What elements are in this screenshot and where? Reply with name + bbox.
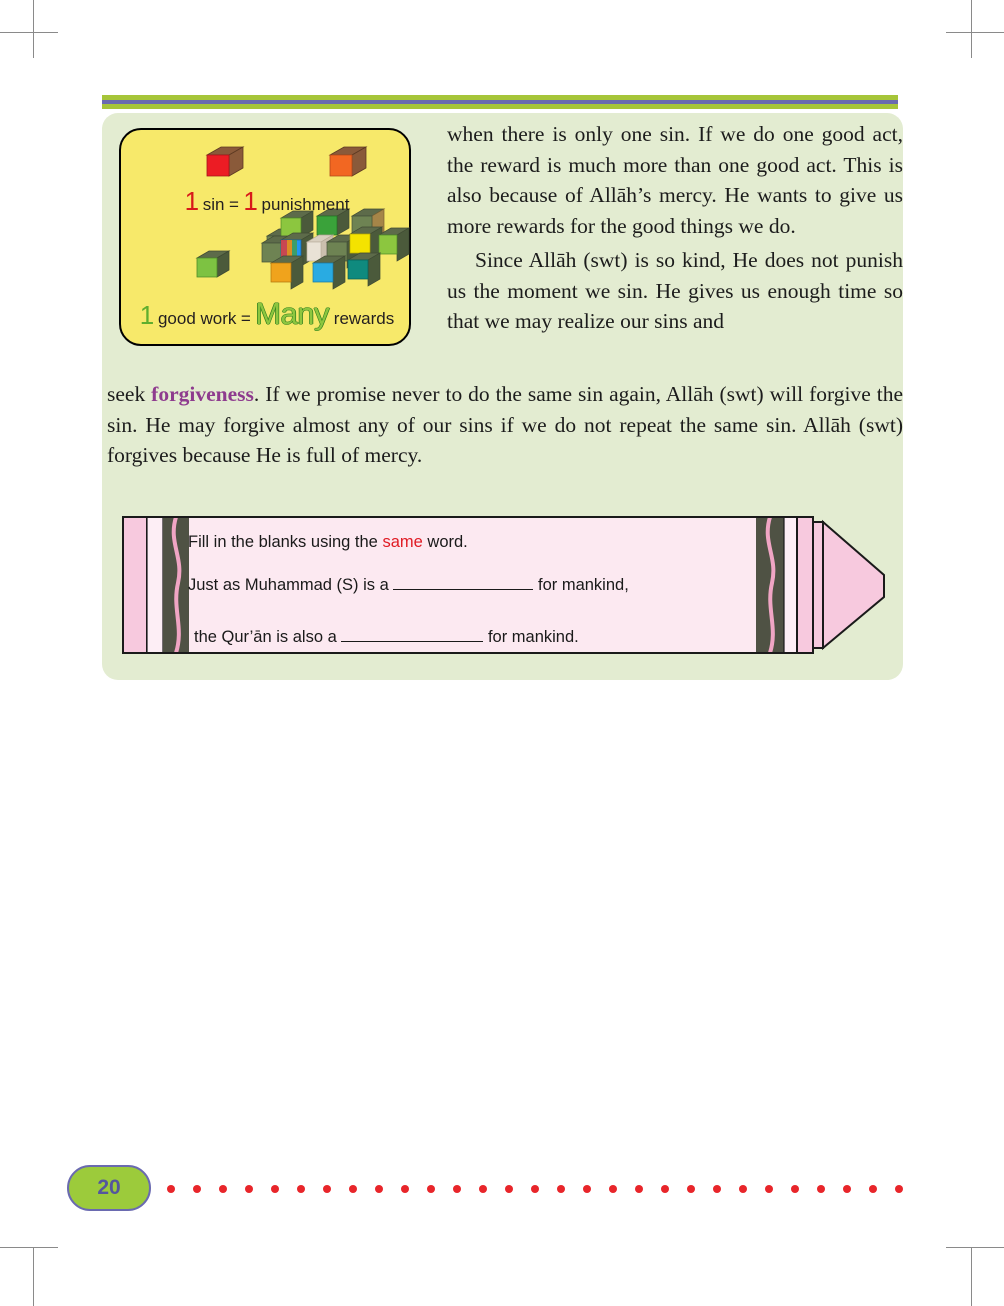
paragraph-two-column-part: Since Allāh (swt) is so kind, He does not punish us the moment we sin. He gives us enough time so that we may realize our sins and — [447, 248, 903, 333]
crop-mark-top-left-horizontal — [0, 32, 58, 33]
activity-instruction — [188, 533, 468, 553]
crop-mark-bottom-left-vertical — [33, 1248, 34, 1306]
sin-equals: = — [228, 195, 239, 214]
footer-dot — [687, 1185, 695, 1193]
footer-dot — [739, 1185, 747, 1193]
footer-dot — [895, 1185, 903, 1193]
crop-mark-top-right-horizontal — [946, 32, 1004, 33]
footer-dot — [583, 1185, 591, 1193]
footer-dot — [349, 1185, 357, 1193]
paragraph-one: when there is only one sin. If we do one good act, the reward is much more than one good act. This is also because of Allāh’s mercy. He wants to give us more rewards for the good things we do. — [447, 122, 903, 238]
good-work-label: good work — [157, 309, 237, 328]
good-work-equals: = — [240, 309, 251, 328]
activity-question-line-1 — [188, 574, 629, 596]
crop-mark-top-right-vertical — [971, 0, 972, 58]
header-rule — [102, 95, 898, 109]
footer-dot — [479, 1185, 487, 1193]
answer-blank-2[interactable] — [341, 626, 483, 642]
paragraph-two-rest: . If we promise never to do the same sin again, Allāh (swt) will forgive the sin. He may forgive almost any of our sins if we do not repeat the same sin. Allāh (swt) forgives because He is full of mercy. — [107, 382, 904, 467]
question-1-post: for mankind, — [533, 576, 629, 594]
footer-dot — [297, 1185, 305, 1193]
question-1-pre: Just as Muhammad (S) is a — [188, 576, 394, 594]
footer-dot — [713, 1185, 721, 1193]
instruction-post: word. — [422, 533, 468, 551]
answer-blank-1[interactable] — [393, 574, 533, 590]
activity-crayon-box — [122, 509, 897, 661]
header-rule-green-bottom — [102, 104, 898, 109]
footer-dot — [271, 1185, 279, 1193]
footer-dot — [843, 1185, 851, 1193]
seek-text: seek — [107, 382, 152, 406]
instruction-same-word: same — [382, 533, 423, 551]
footer-dot — [427, 1185, 435, 1193]
sin-label: sin — [202, 195, 225, 214]
footer-dot — [791, 1185, 799, 1193]
question-2-pre: the Qur’ān is also a — [194, 628, 342, 646]
illustration-card — [119, 128, 411, 346]
footer-dot — [401, 1185, 409, 1193]
many-word: Many — [255, 296, 330, 331]
footer-dot — [167, 1185, 175, 1193]
punishment-count: 1 — [243, 186, 257, 216]
paragraph-two-continuation — [107, 379, 903, 471]
reward-cubes-cluster — [262, 209, 409, 289]
green-cube-icon — [197, 251, 229, 277]
illustration-equation-sin — [121, 186, 413, 217]
activity-question-line-2 — [194, 626, 579, 648]
forgiveness-highlight: forgiveness — [151, 382, 254, 406]
footer-dot — [375, 1185, 383, 1193]
footer-dot — [557, 1185, 565, 1193]
footer-dot — [323, 1185, 331, 1193]
footer-dot — [765, 1185, 773, 1193]
footer-dot — [869, 1185, 877, 1193]
page-number-badge — [67, 1165, 151, 1211]
footer-dot — [453, 1185, 461, 1193]
footer-dot — [245, 1185, 253, 1193]
footer-dot — [635, 1185, 643, 1193]
footer-dot — [505, 1185, 513, 1193]
question-2-post: for mankind. — [483, 628, 579, 646]
crop-mark-bottom-right-horizontal — [946, 1247, 1004, 1248]
crop-mark-top-left-vertical — [33, 0, 34, 58]
crop-mark-bottom-right-vertical — [971, 1248, 972, 1306]
good-work-count: 1 — [139, 300, 154, 330]
orange-cube-icon — [330, 147, 366, 176]
rewards-label: rewards — [333, 309, 395, 328]
punishment-label: punishment — [261, 195, 350, 214]
crop-mark-bottom-left-horizontal — [0, 1247, 58, 1248]
footer-dot — [609, 1185, 617, 1193]
content-panel — [102, 113, 903, 680]
footer-dot — [817, 1185, 825, 1193]
illustration-equation-good-work — [121, 296, 413, 332]
body-full-width-text — [107, 379, 903, 471]
footer-dot — [219, 1185, 227, 1193]
instruction-pre: Fill in the blanks using the — [188, 533, 383, 551]
sin-count: 1 — [184, 186, 199, 216]
footer-dot — [531, 1185, 539, 1193]
red-cube-icon — [207, 147, 243, 176]
footer-dotted-rule — [167, 1184, 903, 1193]
page-number-label: 20 — [97, 1176, 121, 1199]
footer-dot — [193, 1185, 201, 1193]
footer-dot — [661, 1185, 669, 1193]
body-column-text — [447, 119, 903, 337]
